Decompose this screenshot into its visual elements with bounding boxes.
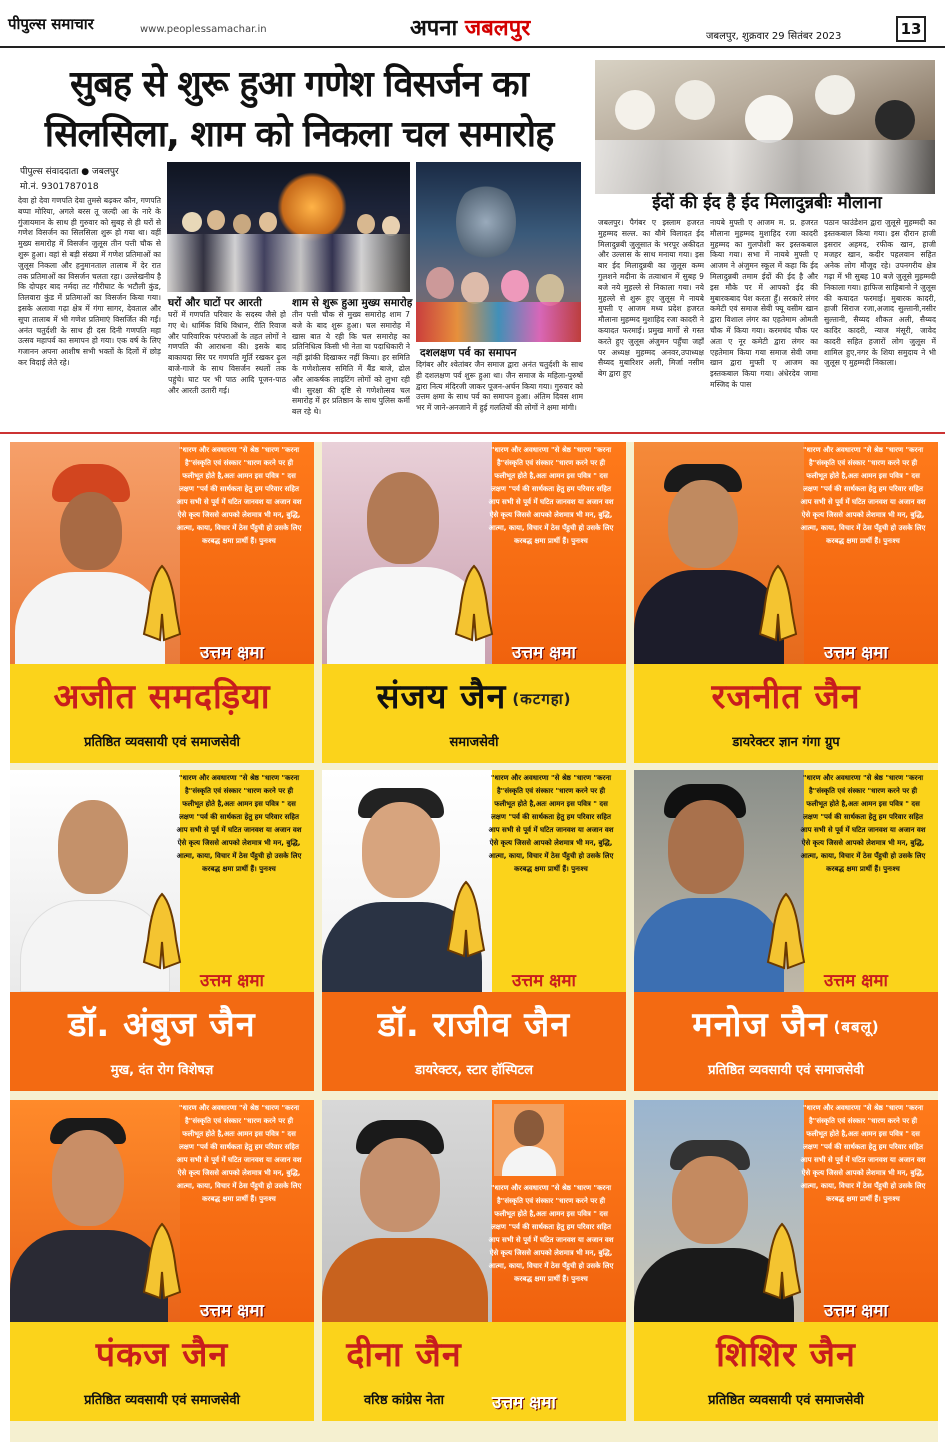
page-number: 13 — [896, 16, 926, 42]
byline-text: पीपुल्स संवाददाता ● जबलपुर — [20, 167, 119, 177]
ad-message: "धारण और अवधारणा "से श्रेष्ठ "धारण "करना है"संस्कृति एवं संस्कार "धारण करने पर ही फलीभूत होते है,अतः आमन इस पवित्र " दस लक्षण "पर्व की सार्थकता हेतु हम परिवार सहित आप सभी से पूर्व में घटित जानवश या अजान वश ऐसे कृत्य जिससे आपको लेशमात्र भी मन, बुद्धि, आत्मा, काया, विचार में ठेस पँहुची हो उसके लिए करबद्ध क्षमा प्रार्थी हैं। पुनःश्च — [176, 1104, 302, 1203]
person-name-text: संजय जैन — [376, 677, 507, 717]
folded-hands-icon — [140, 564, 184, 642]
person-name — [322, 1330, 486, 1376]
byline — [20, 164, 119, 192]
person-title: डायरेक्टर, स्टार हॉस्पिटल — [415, 1063, 533, 1078]
person-photo — [322, 1100, 492, 1322]
ad-card-7 — [10, 1100, 314, 1421]
uttam-kshama: उत्तम क्षमा — [824, 971, 888, 991]
greeting-ads — [10, 442, 938, 1442]
folded-hands-icon — [140, 1222, 184, 1300]
name-band — [634, 1322, 938, 1421]
story-column-4: दिगंबर और श्वेतांबर जैन समाज द्वारा अनंत चतुर्दशी के साथ ही दशलक्षण पर्व शुरू हुआ था। जैन समाज के महिला-पुरुषों द्वारा नित्य मंदिरजी जाकर पूजन-अर्चन किया गया। गुरुवार को उत्तम क्षमा के साथ पर्व का समापन हुआ। अंतिम दिवस शाम भर में जाने-अनजाने में हुई गलतियों की लोगों ने क्षमा मांगी। — [416, 360, 583, 413]
uttam-kshama: उत्तम क्षमा — [512, 971, 576, 991]
person-name — [322, 1000, 626, 1046]
ad-message: "धारण और अवधारणा "से श्रेष्ठ "धारण "करना है"संस्कृति एवं संस्कार "धारण करने पर ही फलीभूत होते है,अतः आमन इस पवित्र " दस लक्षण "पर्व की सार्थकता हेतु हम परिवार सहित आप सभी से पूर्व में घटित जानवश या अजान वश ऐसे कृत्य जिससे आपको लेशमात्र भी मन, बुद्धि, आत्मा, काया, विचार में ठेस पँहुची हो उसके लिए करबद्ध क्षमा प्रार्थी हैं। पुनःश्च — [800, 774, 926, 873]
person-name-text: डॉ. राजीव जैन — [377, 1005, 571, 1045]
person-title: समाजसेवी — [449, 735, 499, 750]
edition-city: जबलपुर — [464, 16, 531, 41]
byline-mobile: मो.नं. 9301787018 — [20, 182, 99, 192]
person-title: मुख, दंत रोग विशेषज्ञ — [110, 1063, 214, 1078]
ad-card-2 — [322, 442, 626, 763]
person-name — [634, 1330, 938, 1376]
edition-prefix: अपना — [410, 16, 458, 41]
masthead — [0, 0, 945, 48]
person-name-suffix: (बबलू) — [833, 1017, 880, 1036]
ad-card-3 — [634, 442, 938, 763]
main-headline: सुबह से शुरू हुआ गणेश विसर्जन का सिलसिला, शाम को निकला चल समारोह — [44, 64, 554, 155]
ad-card-6 — [634, 770, 938, 1091]
person-name-text: शिशिर जैन — [716, 1335, 856, 1375]
name-band — [322, 1322, 486, 1421]
folded-hands-icon — [756, 564, 800, 642]
name-band — [10, 1322, 314, 1421]
ad-card-5 — [322, 770, 626, 1091]
name-band — [322, 992, 626, 1091]
eid-column-3: पठान फाउंडेशन द्वारा जुलूसे मुहम्मदी का इस्तकबाल किया गया। इस दौरान हाजी इसरार अहमद, रफीक खान, हाजी मजहर खान, कदीर पहलवान सहित अनेक लोग मौजूद रहे। उपनगरीय क्षेत्र गढ़ा में भी सुबह 10 बजे जुलूसे मुहम्मदी निकाला गया। हाफिज साहिबानो ने जुलूस की कयादत फरमाई। मुबारक कादरी, हाजी सिराज रजा,अजाद सुल्तानी,नसीर सुल्तानी, सैय्यद शौकत अली, सैय्यद कादिर कादरी, न्याज मंसूरी, जावेद कादरी सहित हजारों लोग जुलूस में शामिल हुए,नगर के शिया समुदाय ने भी जुलूस ए मुहम्मदी निकाला। — [824, 218, 936, 368]
person-title: प्रतिष्ठित व्यवसायी एवं समाजसेवी — [708, 1063, 864, 1078]
name-band — [10, 664, 314, 763]
paper-url[interactable]: www.peoplessamachar.in — [140, 24, 267, 35]
person-name-text: डॉ. अंबुज जैन — [68, 1005, 256, 1045]
ad-card-4 — [10, 770, 314, 1091]
uttam-kshama: उत्तम क्षमा — [512, 643, 576, 663]
ad-message: "धारण और अवधारणा "से श्रेष्ठ "धारण "करना है"संस्कृति एवं संस्कार "धारण करने पर ही फलीभूत होते है,अतः आमन इस पवित्र " दस लक्षण "पर्व की सार्थकता हेतु हम परिवार सहित आप सभी से पूर्व में घटित जानवश या अजान वश ऐसे कृत्य जिससे आपको लेशमात्र भी मन, बुद्धि, आत्मा, काया, विचार में ठेस पँहुची हो उसके लिए करबद्ध क्षमा प्रार्थी हैं। पुनःश्च — [176, 446, 302, 545]
folded-hands-icon — [764, 892, 808, 970]
person-title: प्रतिष्ठित व्यवसायी एवं समाजसेवी — [84, 735, 240, 750]
caption-dashlakshan: दशलक्षण पर्व का समापन — [420, 347, 517, 359]
issue-date: जबलपुर, शुक्रवार 29 सितंबर 2023 — [706, 31, 842, 42]
name-band — [634, 664, 938, 763]
story-column-1: देवा हो देवा गणपति देवा तुमसे बढ़कर कौन, गणपति बप्पा मोरिया, अगले बरस तू जल्दी आ के नारे के गुंजायमान के साथ ही गुरुवार को सुबह से ही घरों से गणेश विसर्जन का सिलसिला शुरू हो गया था। वहीं मुख्य समारोह में विसर्जन जुलूस तीन पत्ती चौक से शुरू हुआ। वहां से बड़ी संख्या में गणेश प्रतिमाओं का जुलूस निकला और हनुमानताल तालाब में देर रात तक प्रतिमाओं का विसर्जन चलता रहा। उल्लेखनीय है कि दोपहर बाद नर्मदा तट गौरीघाट के भटौली कुंड, तिलवारा कुंड में प्रतिमाओं का विसर्जन किया गया। इसके अलावा गढ़ा क्षेत्र में गंगा सागर, देवताल और सूपा तालाब में भी गणेश प्रतिमाएं विसर्जित की गईं। अनंत चतुर्दशी के साथ ही दस दिनी गणपति महा उत्सव महापर्व का समापन हो गया। एक वर्ष के लिए गजानन अपना आशीष सभी भक्तों के दिलों में छोड़ कर विदाई लेते रहे। — [18, 196, 161, 367]
inset-person-photo — [494, 1104, 564, 1176]
folded-hands-icon — [444, 880, 488, 958]
ad-message: "धारण और अवधारणा "से श्रेष्ठ "धारण "करना है"संस्कृति एवं संस्कार "धारण करने पर ही फलीभूत होते है,अतः आमन इस पवित्र " दस लक्षण "पर्व की सार्थकता हेतु हम परिवार सहित आप सभी से पूर्व में घटित जानवश या अजान वश ऐसे कृत्य जिससे आपको लेशमात्र भी मन, बुद्धि, आत्मा, काया, विचार में ठेस पँहुची हो उसके लिए करबद्ध क्षमा प्रार्थी हैं। पुनःश्च — [800, 1104, 926, 1203]
caption-evening: शाम से शुरू हुआ मुख्य समारोह — [292, 297, 413, 309]
person-name-text: अजीत समदड़िया — [53, 677, 271, 717]
section-divider — [0, 432, 945, 434]
ad-card-1 — [10, 442, 314, 763]
uttam-kshama: उत्तम क्षमा — [200, 1301, 264, 1321]
folded-hands-icon — [760, 1222, 804, 1300]
person-name — [634, 1000, 938, 1046]
ad-message: "धारण और अवधारणा "से श्रेष्ठ "धारण "करना है"संस्कृति एवं संस्कार "धारण करने पर ही फलीभूत होते है,अतः आमन इस पवित्र " दस लक्षण "पर्व की सार्थकता हेतु हम परिवार सहित आप सभी से पूर्व में घटित जानवश या अजान वश ऐसे कृत्य जिससे आपको लेशमात्र भी मन, बुद्धि, आत्मा, काया, विचार में ठेस पँहुची हो उसके लिए करबद्ध क्षमा प्रार्थी हैं। पुनःश्च — [488, 446, 614, 545]
name-band — [10, 992, 314, 1091]
person-title: डायरेक्टर ज्ञान गंगा ग्रुप — [732, 735, 840, 750]
uttam-kshama: उत्तम क्षमा — [492, 1393, 556, 1413]
ad-card-8 — [322, 1100, 626, 1421]
person-name-text: दीना जैन — [346, 1335, 462, 1375]
uttam-kshama: उत्तम क्षमा — [824, 1301, 888, 1321]
procession-photo — [167, 162, 410, 292]
name-band — [634, 992, 938, 1091]
person-title: प्रतिष्ठित व्यवसायी एवं समाजसेवी — [708, 1393, 864, 1408]
eid-photo — [595, 60, 935, 194]
person-name — [634, 672, 938, 718]
uttam-kshama: उत्तम क्षमा — [824, 643, 888, 663]
ad-card-9 — [634, 1100, 938, 1421]
ganesh-photo — [416, 162, 581, 342]
person-name — [10, 1330, 314, 1376]
person-name — [10, 1000, 314, 1046]
person-name — [322, 672, 626, 718]
ad-message: "धारण और अवधारणा "से श्रेष्ठ "धारण "करना है"संस्कृति एवं संस्कार "धारण करने पर ही फलीभूत होते है,अतः आमन इस पवित्र " दस लक्षण "पर्व की सार्थकता हेतु हम परिवार सहित आप सभी से पूर्व में घटित जानवश या अजान वश ऐसे कृत्य जिससे आपको लेशमात्र भी मन, बुद्धि, आत्मा, काया, विचार में ठेस पँहुची हो उसके लिए करबद्ध क्षमा प्रार्थी हैं। पुनःश्च — [800, 446, 926, 545]
person-title: वरिष्ठ कांग्रेस नेता — [363, 1393, 445, 1408]
person-name-text: रजनीत जैन — [711, 677, 861, 717]
folded-hands-icon — [140, 892, 184, 970]
person-name-text: मनोज जैन — [692, 1005, 828, 1045]
caption-ghats: घरों और घाटों पर आरती — [168, 297, 262, 309]
ad-message: "धारण और अवधारणा "से श्रेष्ठ "धारण "करना है"संस्कृति एवं संस्कार "धारण करने पर ही फलीभूत होते है,अतः आमन इस पवित्र " दस लक्षण "पर्व की सार्थकता हेतु हम परिवार सहित आप सभी से पूर्व में घटित जानवश या अजान वश ऐसे कृत्य जिससे आपको लेशमात्र भी मन, बुद्धि, आत्मा, काया, विचार में ठेस पँहुची हो उसके लिए करबद्ध क्षमा प्रार्थी हैं। पुनःश्च — [488, 774, 614, 873]
eid-column-2: नायबे मुफ्ती ए आजम म. प्र. हजरत मौलाना मुहम्मद मुशाहिद रजा कादरी मुहम्मद का गुलपोशी कर इस्तकबाल किया गया। सभा में नायबे मुफ्ती ए आजम ने अंजुमन स्कूल में कहा कि ईद मिलादुन्नबी तमाम ईदों की ईद है और इस मौके पर में आपको ईद की मुबारकबाद पेश करता हूँ। सरकारे लंगर कमेटी एवं समाज सेवी फ्यू वसीम खान द्वारा विशाल लंगर का एहतेमाम ओमती चौक में किया गया। करमचंद चौक पर अता ए नूर कमेटी द्वारा लंगर का एहतेमाम किया गया समाज सेवी जमा खान द्वारा मुफ्ती ए आजम का इस्तकबाल किया गया। अंधेरदेव जामा मस्जिद के पास — [710, 218, 818, 389]
ad-message: "धारण और अवधारणा "से श्रेष्ठ "धारण "करना है"संस्कृति एवं संस्कार "धारण करने पर ही फलीभूत होते है,अतः आमन इस पवित्र " दस लक्षण "पर्व की सार्थकता हेतु हम परिवार सहित आप सभी से पूर्व में घटित जानवश या अजान वश ऐसे कृत्य जिससे आपको लेशमात्र भी मन, बुद्धि, आत्मा, काया, विचार में ठेस पँहुची हो उसके लिए करबद्ध क्षमा प्रार्थी हैं। पुनःश्च — [176, 774, 302, 873]
name-band — [322, 664, 626, 763]
person-name — [10, 672, 314, 718]
person-name-suffix: (कटगहा) — [512, 689, 572, 708]
eid-headline: ईदों की ईद है ईद मिलादुन्नबीः मौलाना — [652, 193, 882, 213]
ad-message: "धारण और अवधारणा "से श्रेष्ठ "धारण "करना है"संस्कृति एवं संस्कार "धारण करने पर ही फलीभूत होते है,अतः आमन इस पवित्र " दस लक्षण "पर्व की सार्थकता हेतु हम परिवार सहित आप सभी से पूर्व में घटित जानवश या अजान वश ऐसे कृत्य जिससे आपको लेशमात्र भी मन, बुद्धि, आत्मा, काया, विचार में ठेस पँहुची हो उसके लिए करबद्ध क्षमा प्रार्थी हैं। पुनःश्च — [488, 1184, 614, 1283]
story-column-2: घरों में गणपति परिवार के सदस्य जैसे हो गए थे। धार्मिक विधि विधान, रीति रिवाज और पारिवारिक परंपराओं के तहत लोगों ने गणपति की आराधना की। इसके बाद बाकायदा सिर पर गणपति मूर्ति रखकर ढ़ुल बाजे-गाजे के साथ विसर्जन स्थलों तक पहुंचे। घाट पर भी पाठ आदि पूजन-पाठ और आरती उतारी गई। — [168, 310, 286, 395]
edition-title — [410, 12, 530, 42]
folded-hands-icon — [452, 564, 496, 642]
paper-name: पीपुल्स समाचार — [8, 15, 94, 33]
story-column-3: तीन पत्ती चौक से मुख्य समारोह शाम 7 बजे के बाद शुरू हुआ। चल समारोह में खास बात ये रही कि चल समारोह का प्रतिनिधित्व किसी भी नेता या पदाधिकारी ने नहीं झांकी दिखाकर नहीं किया। हर समिति के गणेशोत्सव समिति में बैंड बाजे, ढोल और आकर्षक लाइटिंग लोगों को लुभा रही थी। सुरक्षा की दृष्टि से गणेशोत्सव चल समारोह में हर प्रतिष्ठान के साथ पुलिस कर्मी बल रहे थे। — [292, 310, 410, 417]
eid-column-1: जबलपुर। पैगंबर ए इस्लाम हजरत मुहम्मद सल्ल. का यौमे विलादत ईद मिलादुन्नबी जुलूसात के भरपूर अकीदत और उल्लास के साथ मनाया गया। इस बार ईद मिलादुन्नबी का जुलूस कम्म गुलशने मदीना के तत्वाधान में सुबह 9 बजे नये मुहल्ले से निकाला गया। नये मुहल्ले से शुरू हुए जुलूस मे नायबे मुफ्ती ए आजम मध्य प्रदेश हजरत मौलाना मुहम्मद मुशाहिद रजा कादरी ने कयादत फरमाई। प्रमुख मार्गो से गस्त करते हुए जुलूस अंजुमन पहुँचा जहाँ पर अध्यक्ष मुहम्मद अनवर,उपाध्यक्ष सैय्यद मुबारिशर अली, मिर्जा नसीम बेग द्वारा हुए — [598, 218, 704, 379]
uttam-kshama: उत्तम क्षमा — [200, 971, 264, 991]
uttam-kshama: उत्तम क्षमा — [200, 643, 264, 663]
person-name-text: पंकज जैन — [95, 1335, 229, 1375]
person-title: प्रतिष्ठित व्यवसायी एवं समाजसेवी — [84, 1393, 240, 1408]
